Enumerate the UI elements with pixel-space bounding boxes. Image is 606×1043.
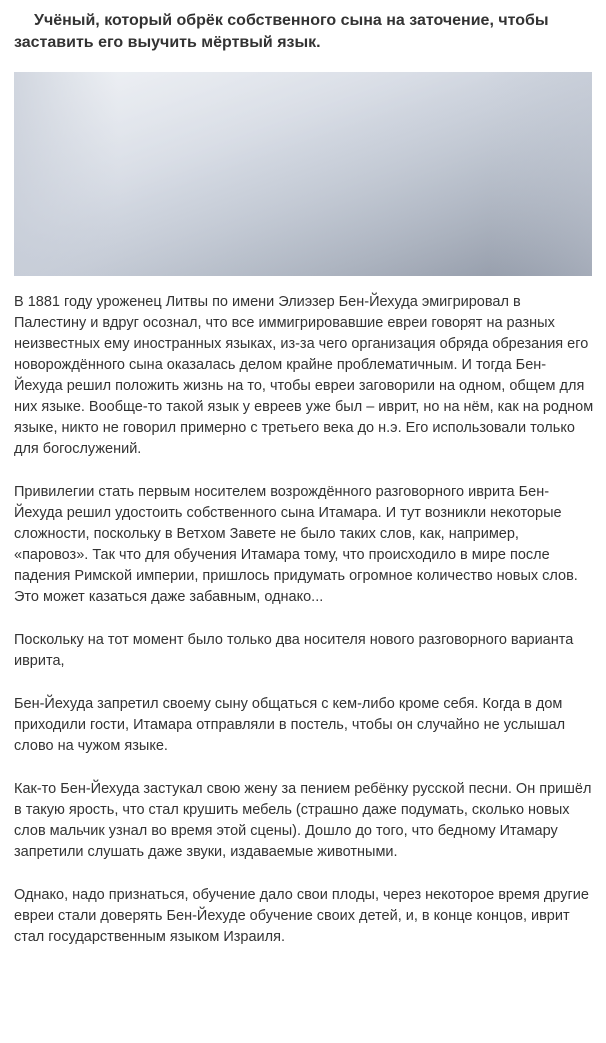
article-title: Учёный, который обрёк собственного сына на заточение, чтобы заставить его выучить мёртвый язык. [14, 12, 549, 51]
hebrew-scroll-image [14, 72, 592, 276]
article-body [14, 292, 594, 970]
article-paragraph: Поскольку на тот момент было только два носителя нового разговорного варианта иврита, [14, 632, 574, 669]
article-paragraph: В 1881 году уроженец Литвы по имени Элиэзер Бен-Йехуда эмигрировал в Палестину и вдруг осознал, что все иммигрировавшие евреи говорят на разных неизвестных ему иностранных языках, из-за чего организация обряда обрезания его новорождённого сына оказалась делом крайне проблематичным. И тогда Бен-Йехуда решил положить жизнь на то, чтобы евреи заговорили на одном, общем для них языке. Вообще-то такой язык у евреев уже был – иврит, но на нём, как на родном языке, никто не говорил примерно с третьего века до н.э. Его использовали только для богослужений. [14, 294, 594, 457]
article-paragraph: Бен-Йехуда запретил своему сыну общаться с кем-либо кроме себя. Когда в дом приходили гости, Итамара отправляли в постель, чтобы он случайно не услышал слово на чужом языке. [14, 696, 566, 754]
article-paragraph: Однако, надо признаться, обучение дало свои плоды, через некоторое время другие евреи стали доверять Бен-Йехуде обучение своих детей, и, в конце концов, иврит стал государственным языком Израиля. [14, 887, 589, 945]
article-paragraph: Как-то Бен-Йехуда застукал свою жену за пением ребёнку русской песни. Он пришёл в такую ярость, что стал крушить мебель (страшно даже подумать, сколько новых слов мальчик узнал во время этой сцены). Дошло до того, что бедному Итамару запретили слушать даже звуки, издаваемые животными. [14, 781, 592, 860]
article-paragraph: Привилегии стать первым носителем возрождённого разговорного иврита Бен-Йехуда решил удостоить собственного сына Итамара. И тут возникли некоторые сложности, поскольку в Ветхом Завете не было таких слов, как, например, «паровоз». Так что для обучения Итамара тому, что происходило в мире после падения Римской империи, пришлось придумать огромное количество новых слов. Это может казаться даже забавным, однако... [14, 484, 578, 605]
hebrew-text-photo [14, 72, 592, 276]
